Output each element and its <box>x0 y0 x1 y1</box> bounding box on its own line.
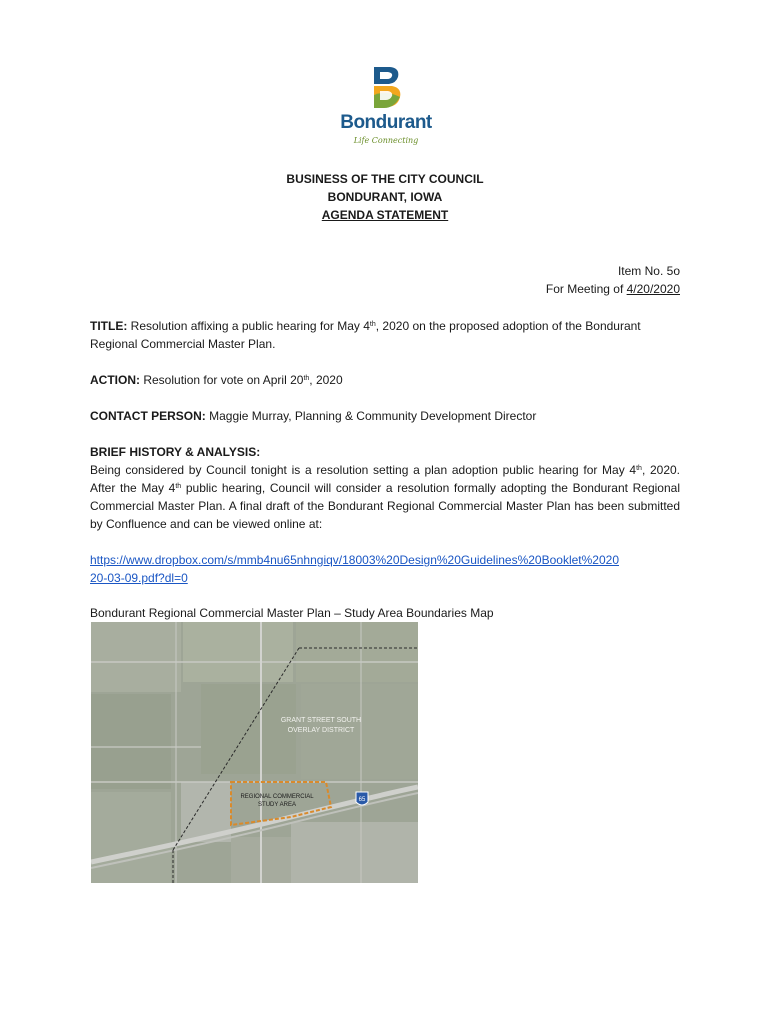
action-text-b: , 2020 <box>309 373 343 387</box>
dropbox-link-line-2[interactable]: 20-03-09.pdf?dl=0 <box>90 571 188 585</box>
contact-section <box>90 407 680 425</box>
logo-tagline: Life Connecting <box>353 136 419 145</box>
contact-label: CONTACT PERSON: <box>90 409 206 423</box>
contact-text: Maggie Murray, Planning & Community Development Director <box>205 409 537 423</box>
history-sup-2: th <box>175 483 182 490</box>
action-sup: th <box>303 375 310 382</box>
action-section <box>90 371 680 389</box>
map-label-overlay-1: GRANT STREET SOUTH <box>280 717 362 724</box>
title-text-b: , 2020 on the proposed adoption of the Bondurant Regional Commercial Master Plan. <box>90 319 641 351</box>
header-line-3 <box>0 206 770 224</box>
logo-wordmark: Bondurant <box>340 112 432 133</box>
dropbox-link-block <box>90 551 680 587</box>
meeting-date: 4/20/2020 <box>626 282 680 296</box>
map-label-study-1: REGIONAL COMMERCIAL <box>240 794 314 800</box>
map-label-overlay-2: OVERLAY DISTRICT <box>287 727 355 734</box>
history-body <box>90 461 680 533</box>
title-text-a: Resolution affixing a public hearing for May 4 <box>127 319 370 333</box>
meeting-date-line <box>546 280 680 298</box>
history-text-b: , 2020. After the May 4 <box>90 463 680 495</box>
item-number: Item No. 5o <box>617 264 680 278</box>
action-text-a: Resolution for vote on April 20 <box>140 373 304 387</box>
dropbox-link-line-1[interactable]: https://www.dropbox.com/s/mmb4nu65nhngiqv/18003%20Design%20Guidelines%20Booklet%2020 <box>90 553 619 567</box>
history-text-a: Being considered by Council tonight is a resolution setting a plan adoption public hearing for May 4 <box>90 463 637 477</box>
header-line-1: BUSINESS OF THE CITY COUNCIL <box>286 172 484 186</box>
map-label-study-2: STUDY AREA <box>258 802 296 808</box>
history-heading: BRIEF HISTORY & ANALYSIS: <box>90 445 261 459</box>
title-sup: th <box>369 321 376 328</box>
title-label: TITLE: <box>90 319 128 333</box>
bondurant-logo <box>336 64 436 154</box>
title-section <box>90 317 680 353</box>
history-label <box>90 443 680 461</box>
highway-shield-label: 65 <box>358 797 366 803</box>
header-line-2: BONDURANT, IOWA <box>327 190 443 204</box>
bondurant-b-logo-icon <box>368 64 404 110</box>
history-sup-1: th <box>636 465 642 472</box>
agenda-statement-heading: AGENDA STATEMENT <box>321 208 449 222</box>
study-area-map <box>91 622 418 883</box>
history-text-c: public hearing, Council will consider a resolution formally adopting the Bondurant Regional Commercial Master Plan. A final draft of the Bondurant Regional Commercial Master Plan has been submitted by Confluence and can be viewed online at: <box>90 481 680 531</box>
map-caption: Bondurant Regional Commercial Master Plan – Study Area Boundaries Map <box>90 606 494 620</box>
action-label: ACTION: <box>90 373 140 387</box>
meeting-label: For Meeting of <box>545 282 627 296</box>
